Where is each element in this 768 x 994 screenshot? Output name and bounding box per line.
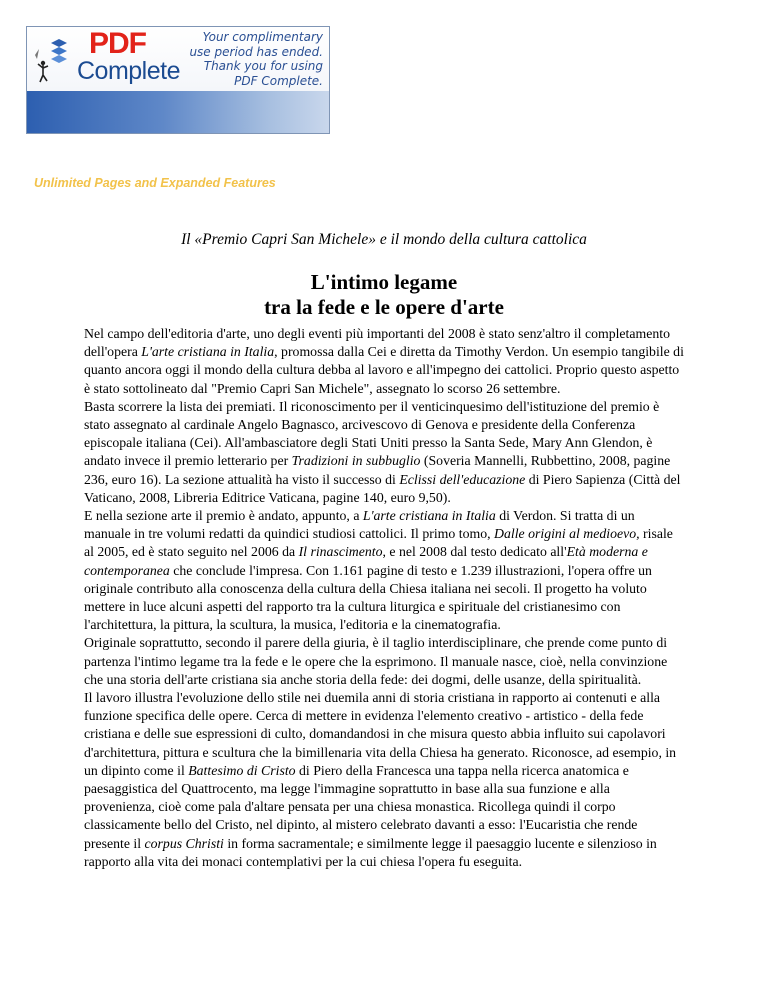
- promo-line: PDF Complete.: [234, 73, 323, 88]
- text-run: di Piero della Francesca una tappa nella ricerca anatomica e paesaggistica del Quattrocento, ma legge l'immagine soprattutto in base alla sua funzione e alla provenienza, cioè come pala d'altare pensata per una chiesa monastica. Ricollega quindi il corpo classicamente bello del Cristo, nel dipinto, al mistero celebrato davanti a esso: l'Eucaristia che rende presente il: [84, 762, 638, 851]
- italic-title: Eclissi dell'educazione: [399, 471, 526, 487]
- text-run: E nella sezione arte il premio è andato, appunto, a: [84, 508, 363, 524]
- text-run: risale al 2005, ed è stato seguito nel 2006 da: [84, 526, 673, 560]
- article-body: [84, 325, 684, 871]
- text-run: che conclude l'impresa. Con 1.161 pagine di testo e 1.239 illustrazioni, l'opera offre un originale contributo alla conoscenza della cultura della Chiesa italiana nei secoli. Il progetto ha voluto mettere in luce alcuni aspetti del rapporto tra la cultura liturgica e spirituale del cristianesimo con l'architettura, la pittura, la scultura, la musica, l'editoria e la cinematografia.: [84, 562, 652, 633]
- text-run: Nel campo dell'editoria d'arte, uno degli eventi più importanti del 2008 è stato senz'altro il completamento dell'opera: [84, 326, 670, 360]
- upgrade-link[interactable]: [34, 159, 276, 191]
- upgrade-line[interactable]: Click Here to upgrade to: [34, 160, 179, 174]
- upgrade-panel[interactable]: [27, 91, 329, 190]
- article-paragraph: [84, 325, 684, 398]
- promo-message: [173, 30, 323, 88]
- article-kicker: Il «Premio Capri San Michele» e il mondo della cultura cattolica: [181, 231, 587, 248]
- banner-top-panel: [27, 27, 329, 91]
- text-run: di Piero Sapienza (Città del Vaticano, 2008, Libreria Editrice Vaticana, pagine 140, euro 9,50).: [84, 471, 681, 505]
- italic-title: corpus Christi: [144, 835, 224, 851]
- italic-title: Battesimo di Cristo: [188, 762, 296, 778]
- text-run: (Soveria Mannelli, Rubbettino, 2008, pagine 236, euro 16). La sezione attualità ha visto il successo di: [84, 453, 671, 487]
- headline-line: tra la fede e le opere d'arte: [264, 295, 504, 319]
- article-paragraph: [84, 398, 684, 507]
- italic-title: Tradizioni in subbuglio: [291, 453, 421, 469]
- text-run: di Verdon. Si tratta di un manuale in tre volumi redatti da quindici studiosi cattolici. Il primo tomo,: [84, 508, 635, 542]
- italic-title: L'arte cristiana in Italia: [141, 344, 275, 360]
- promo-line: Thank you for using: [203, 59, 323, 73]
- italic-title: L'arte cristiana in Italia: [362, 508, 496, 524]
- headline-line: L'intimo legame: [310, 270, 458, 294]
- text-run: , e nel 2008 dal testo dedicato all': [382, 544, 567, 560]
- text-run: in forma sacramentale; e similmente legge il paesaggio lucente e silenzioso in rapporto alla vita dei monaci contemplativi per la cui chiesa l'opera fu eseguita.: [84, 835, 657, 869]
- article-paragraph: [84, 507, 684, 634]
- upgrade-line[interactable]: Unlimited Pages and Expanded Features: [34, 176, 276, 190]
- pdf-complete-banner[interactable]: [26, 26, 330, 190]
- brand-pdf: PDF: [89, 27, 146, 60]
- text-run: Basta scorrere la lista dei premiati. Il riconoscimento per il venticinquesimo dell'istituzione del premio è stato assegnato al cardinale Angelo Bagnasco, arcivescovo di Genova e presidente della Conferenza episcopale italiana (Cei). All'ambasciatore degli Stati Uniti presso la Santa Sede, Mary Ann Glendon, è andato invece il premio letterario per: [84, 398, 660, 469]
- italic-title: Età moderna e contemporanea: [84, 544, 648, 578]
- text-run: , promossa dalla Cei e diretta da Timothy Verdon. Un esempio tangibile di quanto ancora oggi il mondo della cultura debba al lavoro e all'impegno dei cattolici. Proprio questo aspetto è stato sottolineato dal "Premio Capri San Michele", assegnato lo scorso 26 settembre.: [84, 344, 684, 396]
- article-paragraph: [84, 689, 684, 871]
- pdf-complete-logo-icon: [33, 33, 73, 87]
- promo-line: use period has ended.: [189, 44, 323, 59]
- article-headline: [0, 270, 768, 320]
- article-paragraph: [84, 634, 684, 689]
- italic-title: Il rinascimento: [298, 544, 383, 560]
- brand-complete: Complete: [77, 57, 180, 85]
- text-run: Il lavoro illustra l'evoluzione dello stile nei duemila anni di storia cristiana in rapporto ai contenuti e alla funzione specifica delle opere. Cerca di mettere in evidenza l'elemento creativo - artistico - della fede cristiana e delle sue espressioni di culto, domandandosi in che misura questo abbia influito sui capolavori d'architettura, pittura e scultura che la bimillenaria vita della Chiesa ha generato. Riconosce, ad esempio, in un dipinto come il: [84, 690, 677, 778]
- text-run: Originale soprattutto, secondo il parere della giuria, è il taglio interdisciplinare, che prende come punto di partenza l'intimo legame tra la fede e le opere che la esprimono. Il manuale nasce, cioè, nella convinzione che una storia dell'arte cristiana sia anche storia della fede: dei dogmi, delle usanze, della spiritualità.: [84, 635, 668, 687]
- italic-title: Dalle origini al medioevo,: [494, 526, 640, 542]
- promo-line: Your complimentary: [202, 30, 323, 44]
